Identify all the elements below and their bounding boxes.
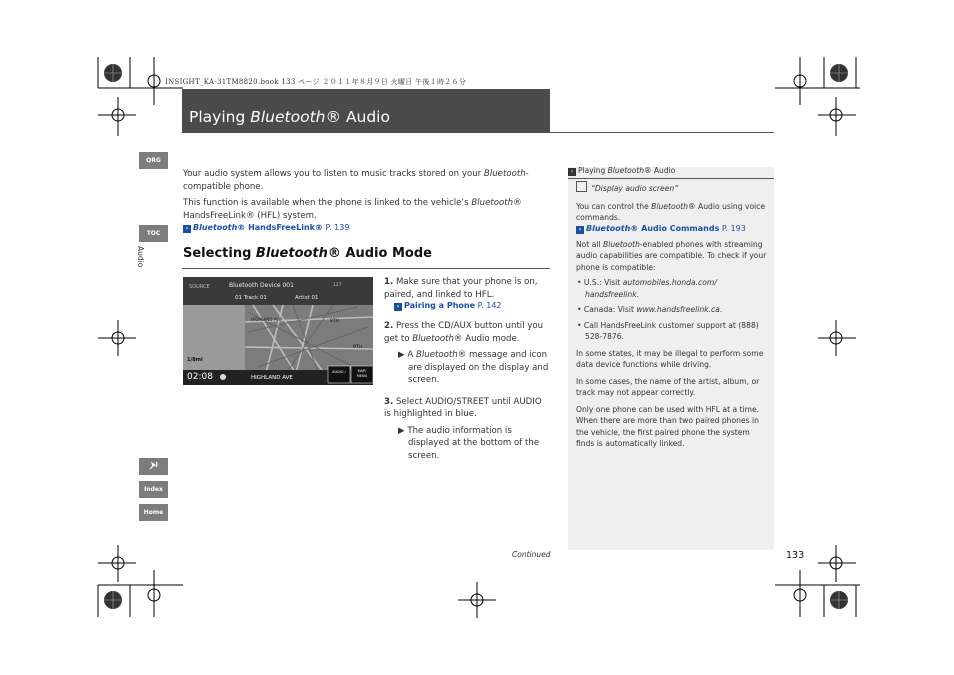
result-arrow-icon: ▶	[398, 425, 408, 436]
screen-road: HIGHLAND AVE	[251, 375, 293, 381]
sidebar-p3: In some states, it may be illegal to perform some data device functions while driving.	[576, 348, 764, 369]
page-title	[189, 108, 390, 126]
title-suffix: ® Audio	[325, 108, 390, 126]
intro-paragraph-1: Your audio system allows you to listen to music tracks stored on your Bluetooth-compatible phone.	[183, 169, 529, 192]
title-rule	[550, 132, 774, 133]
result-arrow-icon: ▶	[398, 350, 408, 360]
step-2: 2. Press the CD/AUX button until you get to Bluetooth® Audio mode.	[384, 321, 544, 344]
voice-button[interactable]	[139, 458, 168, 475]
qrg-button[interactable]: QRG	[139, 152, 168, 169]
sidebar-arrow-icon: ›	[568, 168, 576, 176]
sidebar-p2: Not all Bluetooth-enabled phones with streaming audio capabilities are compatible. To check if your phone is compatible:	[576, 239, 767, 272]
section-label: Audio	[136, 246, 145, 268]
step-3: 3. Select AUDIO/STREET until AUDIO is highlighted in blue.	[384, 396, 542, 419]
screen-street-b: 8TH	[330, 319, 339, 324]
audio-commands-link[interactable]: › Bluetooth® Audio Commands P. 193	[576, 224, 768, 234]
screen-street-c: 9TH	[353, 345, 362, 350]
bluetooth-icon	[220, 374, 226, 380]
sidebar-p1: You can control the Bluetooth® Audio using voice commands.	[576, 201, 766, 222]
sidebar-p4: In some cases, the name of the artist, album, or track may not appear correctly.	[576, 376, 760, 397]
continued-label: Continued	[512, 550, 551, 559]
intro	[183, 168, 543, 233]
section-rule	[182, 268, 550, 269]
screen-signal: 127	[333, 283, 342, 288]
screen-audio-button: AUDIO /	[332, 370, 346, 374]
home-button[interactable]: Home	[139, 504, 168, 521]
hfl-link[interactable]: › Bluetooth® HandsFreeLink® P. 139	[183, 223, 543, 233]
link-arrow-icon: ›	[183, 225, 191, 233]
sidebar-rule	[568, 178, 774, 179]
sidebar-content	[576, 181, 768, 450]
link-arrow-icon: ›	[394, 303, 402, 311]
voice-command: “Display audio screen”	[576, 181, 768, 195]
link-arrow-icon: ›	[576, 226, 584, 234]
intro-paragraph-2: This function is available when the phone is linked to the vehicle’s Bluetooth® HandsFreeLink® (HFL) system.	[183, 198, 522, 221]
sidebar-heading: › Playing Bluetooth® Audio	[568, 166, 675, 176]
sidebar-bullet-us: • U.S.: Visit automobiles.honda.com/ handsfreelink.	[577, 278, 717, 299]
sidebar-bullet-canada: • Canada: Visit www.handsfreelink.ca.	[577, 305, 723, 314]
screen-map	[183, 277, 373, 385]
step-1: 1. Make sure that your phone is on, paired, and linked to HFL.	[384, 277, 538, 300]
screen-device: Bluetooth Device 001	[229, 282, 294, 289]
screen-map-menu-button: MAP/ MENU	[356, 369, 368, 378]
screen-track: 01 Track 01	[235, 295, 267, 301]
section-heading: Selecting Bluetooth® Audio Mode	[183, 246, 432, 261]
screen-source: SOURCE	[189, 284, 210, 290]
print-header: INSIGHT_KA-31TM8820.book 133 ページ ２０１１年８月９日 火曜日 午後１時２６分	[165, 78, 467, 86]
voice-command-icon	[576, 181, 587, 192]
audio-screen-illustration	[183, 277, 373, 385]
title-prefix: Playing	[189, 108, 251, 126]
sidebar-p5: Only one phone can be used with HFL at a time. When there are more than two paired phones in the vehicle, the first paired phone the system finds is automatically linked.	[576, 404, 760, 448]
steps	[384, 276, 550, 462]
screen-artist: Artist 01	[295, 295, 319, 301]
sidebar-bullet-support: • Call HandsFreeLink customer support at (888) 528-7876.	[577, 320, 759, 341]
pairing-link[interactable]: › Pairing a Phone P. 142	[394, 301, 550, 311]
page-number: 133	[786, 550, 805, 561]
title-italic: Bluetooth	[250, 108, 326, 126]
step-2-result: ▶ A Bluetooth® message and icon are displayed on the display and screen.	[398, 350, 549, 385]
toc-button[interactable]: TOC	[139, 225, 168, 242]
index-button[interactable]: Index	[139, 481, 168, 498]
step-3-result: ▶ The audio information is displayed at the bottom of the screen.	[398, 425, 540, 461]
voice-icon	[148, 460, 160, 472]
screen-street-a: HIGHLAND AVE	[251, 317, 282, 322]
screen-time: 02:08	[187, 372, 213, 382]
screen-scale: 1/8mi	[187, 357, 203, 363]
